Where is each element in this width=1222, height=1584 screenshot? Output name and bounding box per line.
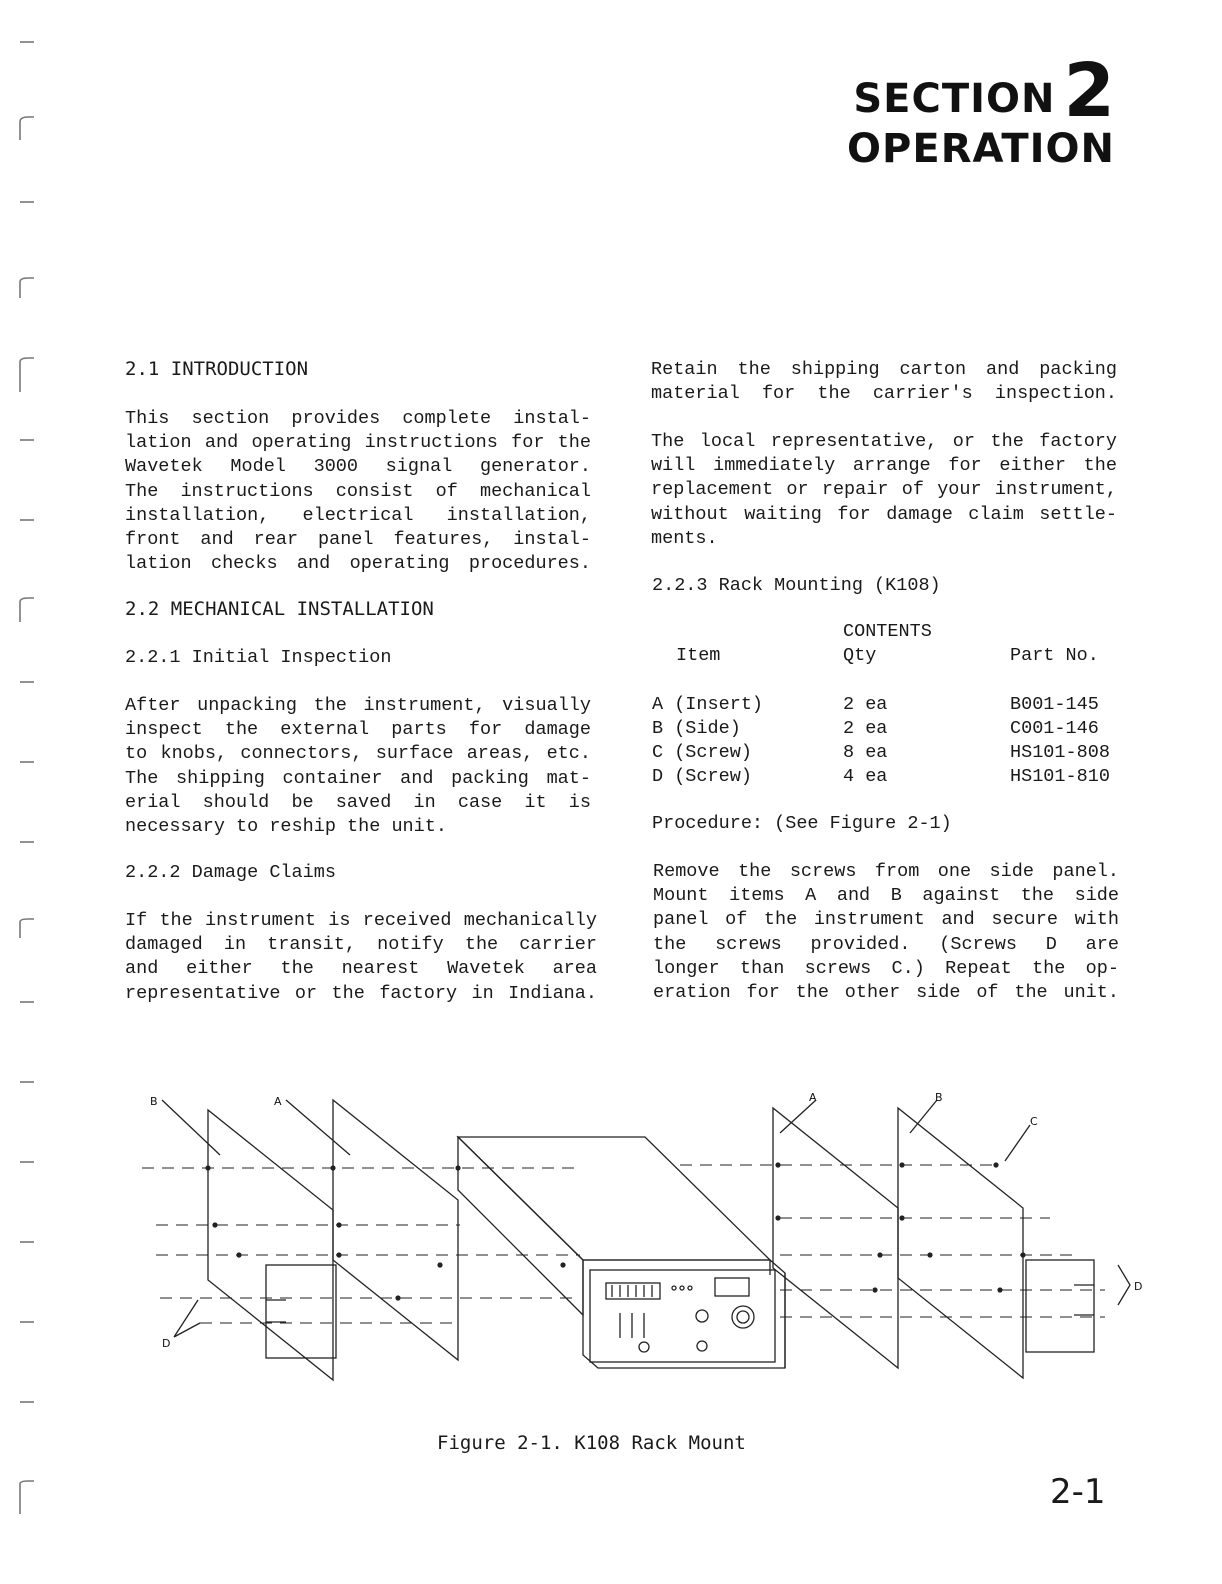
text-line: to knobs, connectors, surface areas, etc.: [125, 743, 591, 765]
text-line: lation and operating instructions for the: [125, 432, 591, 454]
contents-label: CONTENTS: [843, 621, 932, 642]
side-panel-b-left: [208, 1110, 333, 1380]
local-paragraph: [651, 430, 1117, 551]
text-line: eration for the other side of the unit.: [653, 982, 1119, 1004]
contents-table: [652, 620, 1122, 789]
cell-part: B001-145: [1010, 693, 1099, 715]
text-line: inspect the external parts for damage: [125, 719, 591, 741]
cell-item: B (Side): [652, 717, 741, 739]
intro-heading: 2.1 INTRODUCTION: [125, 358, 309, 380]
insert-a-left: [333, 1100, 458, 1360]
binder-edge-marks: [0, 0, 44, 1584]
column-header-part: Part No.: [1010, 645, 1099, 667]
figure-caption: Figure 2-1. K108 Rack Mount: [437, 1432, 746, 1454]
text-line: The instructions consist of mechanical: [125, 480, 591, 502]
figure-label-b-right: B: [935, 1091, 943, 1104]
figure-label-a-left: A: [274, 1095, 282, 1108]
procedure-paragraph: [653, 860, 1119, 1005]
column-header-item: Item: [676, 645, 721, 667]
text-line: If the instrument is received mechanically: [125, 910, 597, 931]
text-line: front and rear panel features, instal-: [125, 529, 591, 551]
text-line: the screws provided. (Screws D are: [653, 933, 1119, 955]
instrument-chassis: [458, 1137, 785, 1368]
inspection-heading: 2.2.1 Initial Inspection: [125, 647, 392, 668]
mechanical-heading: 2.2 MECHANICAL INSTALLATION: [125, 598, 434, 620]
table-row: [652, 765, 1122, 789]
figure-label-d-left: D: [162, 1337, 171, 1350]
cell-part: HS101-808: [1010, 741, 1110, 763]
text-line: representative or the factory in Indiana.: [125, 982, 597, 1004]
cell-part: C001-146: [1010, 717, 1099, 739]
text-line: After unpacking the instrument, visually: [125, 695, 591, 716]
text-line: material for the carrier's inspection.: [651, 383, 1117, 405]
section-word: SECTION: [853, 75, 1056, 122]
rack-mount-figure: [120, 1085, 1150, 1385]
text-line: Retain the shipping carton and packing: [651, 359, 1117, 380]
page-number: 2-1: [1050, 1472, 1106, 1512]
claims-heading: 2.2.2 Damage Claims: [125, 862, 336, 883]
inspection-paragraph: [125, 694, 591, 839]
cell-qty: 2 ea: [843, 717, 888, 739]
table-row: [652, 717, 1122, 741]
cell-item: C (Screw): [652, 741, 752, 763]
cell-item: D (Screw): [652, 766, 752, 788]
rack-heading: 2.2.3 Rack Mounting (K108): [652, 575, 941, 596]
section-header: [847, 48, 1115, 172]
text-line: Remove the screws from one side panel.: [653, 861, 1119, 882]
cell-item: A (Insert): [652, 693, 764, 715]
table-row: [652, 693, 1122, 717]
text-line: longer than screws C.) Repeat the op-: [653, 957, 1119, 979]
text-line: installation, electrical installation,: [125, 504, 591, 526]
mount-bracket-right: [1026, 1260, 1094, 1352]
text-line: necessary to reship the unit.: [125, 816, 447, 838]
table-row: [652, 741, 1122, 765]
cell-qty: 2 ea: [843, 693, 888, 715]
claims-paragraph: [125, 909, 597, 1006]
text-line: The shipping container and packing mat-: [125, 767, 591, 789]
cell-qty: 8 ea: [843, 741, 888, 763]
text-line: Mount items A and B against the side: [653, 885, 1119, 907]
figure-label-d-right: D: [1134, 1280, 1143, 1293]
text-line: lation checks and operating procedures.: [125, 553, 591, 575]
figure-label-a-right: A: [809, 1091, 817, 1104]
text-line: Wavetek Model 3000 signal generator.: [125, 456, 591, 478]
figure-label-b-left: B: [150, 1095, 158, 1108]
text-line: The local representative, or the factory: [651, 431, 1117, 452]
section-title: OPERATION: [847, 125, 1115, 172]
figure-label-c: C: [1030, 1115, 1038, 1128]
retain-paragraph: [651, 358, 1117, 406]
cell-part: HS101-810: [1010, 766, 1110, 788]
procedure-label: Procedure: (See Figure 2-1): [652, 813, 952, 834]
cell-qty: 4 ea: [843, 766, 888, 788]
text-line: damaged in transit, notify the carrier: [125, 934, 597, 956]
side-panel-b-right: [898, 1108, 1023, 1378]
text-line: erial should be saved in case it is: [125, 791, 591, 813]
mount-bracket-left: [266, 1265, 336, 1358]
text-line: replacement or repair of your instrument,: [651, 479, 1117, 501]
column-header-qty: Qty: [843, 645, 877, 667]
text-line: without waiting for damage claim settle-: [651, 503, 1117, 525]
section-number: 2: [1063, 48, 1115, 134]
text-line: will immediately arrange for either the: [651, 455, 1117, 477]
text-line: ments.: [651, 527, 718, 549]
text-line: This section provides complete instal-: [125, 408, 591, 429]
intro-paragraph: [125, 407, 591, 576]
text-line: and either the nearest Wavetek area: [125, 958, 597, 980]
text-line: panel of the instrument and secure with: [653, 909, 1119, 931]
insert-a-right: [773, 1108, 898, 1368]
